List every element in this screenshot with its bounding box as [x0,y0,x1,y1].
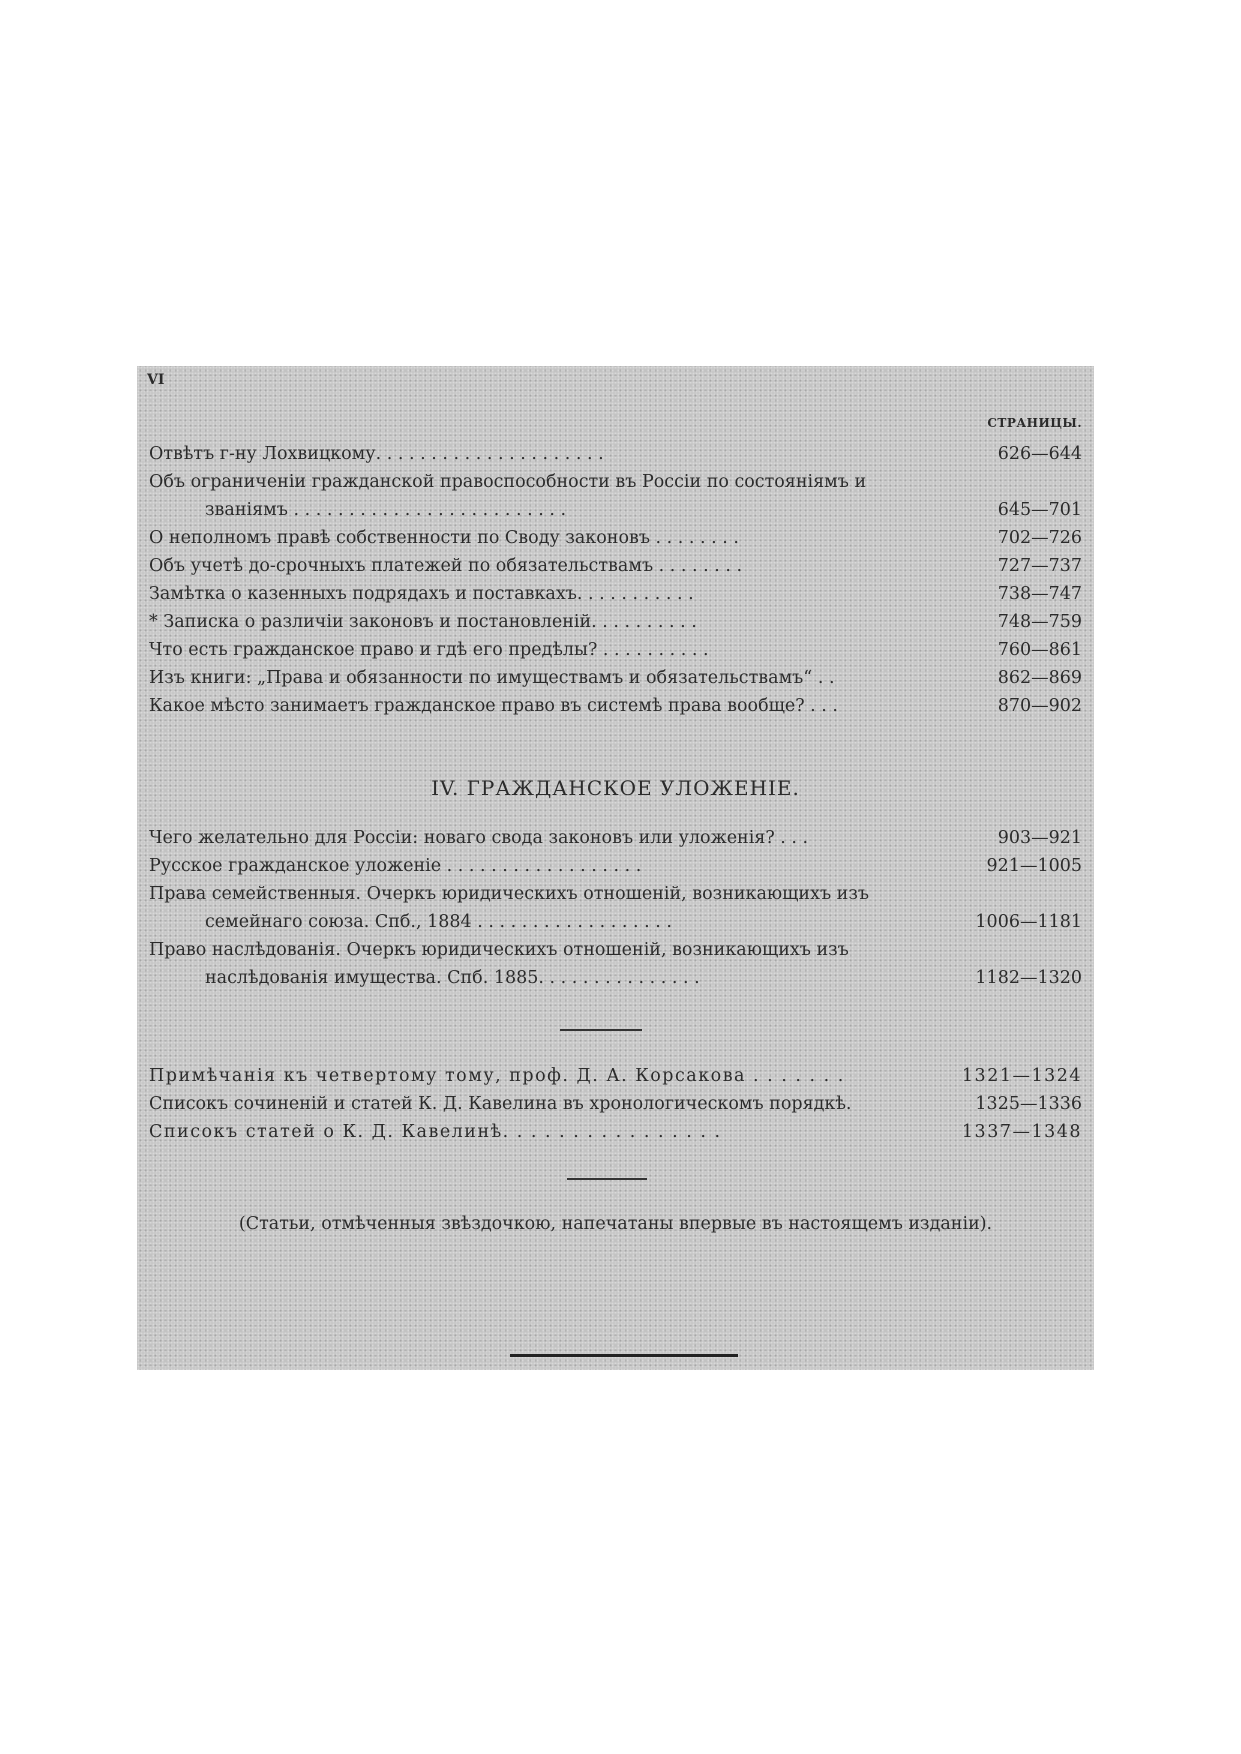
separator-rule [567,1178,647,1180]
toc-entry-pages: 862—869 [997,668,1082,688]
toc-entry-pages: 870—902 [997,696,1082,716]
section-heading: IV. ГРАЖДАНСКОЕ УЛОЖЕНІЕ. [431,776,800,800]
toc-entry [149,1122,1082,1148]
toc-entry [149,912,1082,938]
toc-entry [149,584,1082,610]
toc-entry-title: Чего желательно для Россіи: новаго свода законовъ или уложенія? . . . [149,828,809,848]
toc-entry [149,1066,1082,1092]
page-number: VI [147,372,165,388]
toc-entry-pages: 1182—1320 [975,968,1082,988]
toc-entry-pages: 727—737 [997,556,1082,576]
toc-entry [149,612,1082,638]
scanned-page [137,366,1094,1370]
separator-rule [560,1029,642,1031]
toc-entry-title-line1: Право наслѣдованія. Очеркъ юридическихъ отношеній, возникающихъ изъ [149,940,849,960]
toc-entry-pages: 1325—1336 [975,1094,1082,1114]
toc-entry-title-line2: наслѣдованія имущества. Спб. 1885. . . . . . . . . . . . . . . [205,968,700,988]
toc-entry-pages: 1337—1348 [961,1122,1082,1142]
toc-entry-title: Объ учетѣ до-срочныхъ платежей по обязательствамъ . . . . . . . . [149,556,743,576]
toc-entry [149,668,1082,694]
toc-entry [149,528,1082,554]
toc-entry-pages: 748—759 [997,612,1082,632]
toc-entry-title-line1: Объ ограниченіи гражданской правоспособности въ Россіи по состояніямъ и [149,472,867,492]
toc-entry-title-line2: званіямъ . . . . . . . . . . . . . . . . . . . . . . . . . [205,500,567,520]
toc-entry-pages: 1321—1324 [961,1066,1082,1086]
toc-entry-title: Замѣтка о казенныхъ подрядахъ и поставкахъ. . . . . . . . . . . [149,584,694,604]
toc-entry-title: Какое мѣсто занимаетъ гражданское право въ системѣ права вообще? . . . [149,696,838,716]
toc-entry-title: Отвѣтъ г-ну Лохвицкому. . . . . . . . . . . . . . . . . . . . . [149,444,604,464]
column-header-pages: СТРАНИЦЫ. [987,416,1082,430]
toc-entry [149,556,1082,582]
toc-entry-title: О неполномъ правѣ собственности по Своду законовъ . . . . . . . . [149,528,739,548]
toc-entry-pages: 702—726 [997,528,1082,548]
toc-entry [149,444,1082,470]
toc-entry-pages: 738—747 [997,584,1082,604]
toc-entry-pages: 903—921 [997,828,1082,848]
end-rule [510,1354,738,1357]
toc-entry-title-line1: Права семейственныя. Очеркъ юридическихъ отношеній, возникающихъ изъ [149,884,869,904]
toc-entry [149,640,1082,666]
toc-entry-title: Изъ книги: „Права и обязанности по имуществамъ и обязательствамъ“ . . [149,668,835,688]
toc-entry-pages: 645—701 [997,500,1082,520]
toc-entry-title-line2: семейнаго союза. Спб., 1884 . . . . . . . . . . . . . . . . . . [205,912,672,932]
toc-entry [149,696,1082,722]
toc-entry [149,856,1082,882]
toc-entry [149,968,1082,994]
toc-entry-title: Русское гражданское уложеніе . . . . . . . . . . . . . . . . . . [149,856,642,876]
toc-entry [149,500,1082,526]
toc-entry-pages: 760—861 [997,640,1082,660]
toc-entry-title: Примѣчанія къ четвертому тому, проф. Д. А. Корсакова . . . . . . . [149,1066,845,1086]
toc-entry-pages: 921—1005 [986,856,1082,876]
toc-entry [149,1094,1082,1120]
toc-entry-title: Что есть гражданское право и гдѣ его предѣлы? . . . . . . . . . . [149,640,709,660]
toc-entry-pages: 1006—1181 [975,912,1082,932]
toc-entry-title: Списокъ статей о К. Д. Кавелинѣ. . . . . . . . . . . . . . . . [149,1122,722,1142]
footnote: (Статьи, отмѣченныя звѣздочкою, напечатаны впервые въ настоящемъ изданіи). [238,1214,993,1234]
toc-entry-pages: 626—644 [997,444,1082,464]
toc-entry-title: Списокъ сочиненій и статей К. Д. Кавелина въ хронологическомъ порядкѣ. [149,1094,852,1114]
toc-entry [149,828,1082,854]
toc-entry-title: * Записка о различіи законовъ и постановленій. . . . . . . . . . [149,612,697,632]
